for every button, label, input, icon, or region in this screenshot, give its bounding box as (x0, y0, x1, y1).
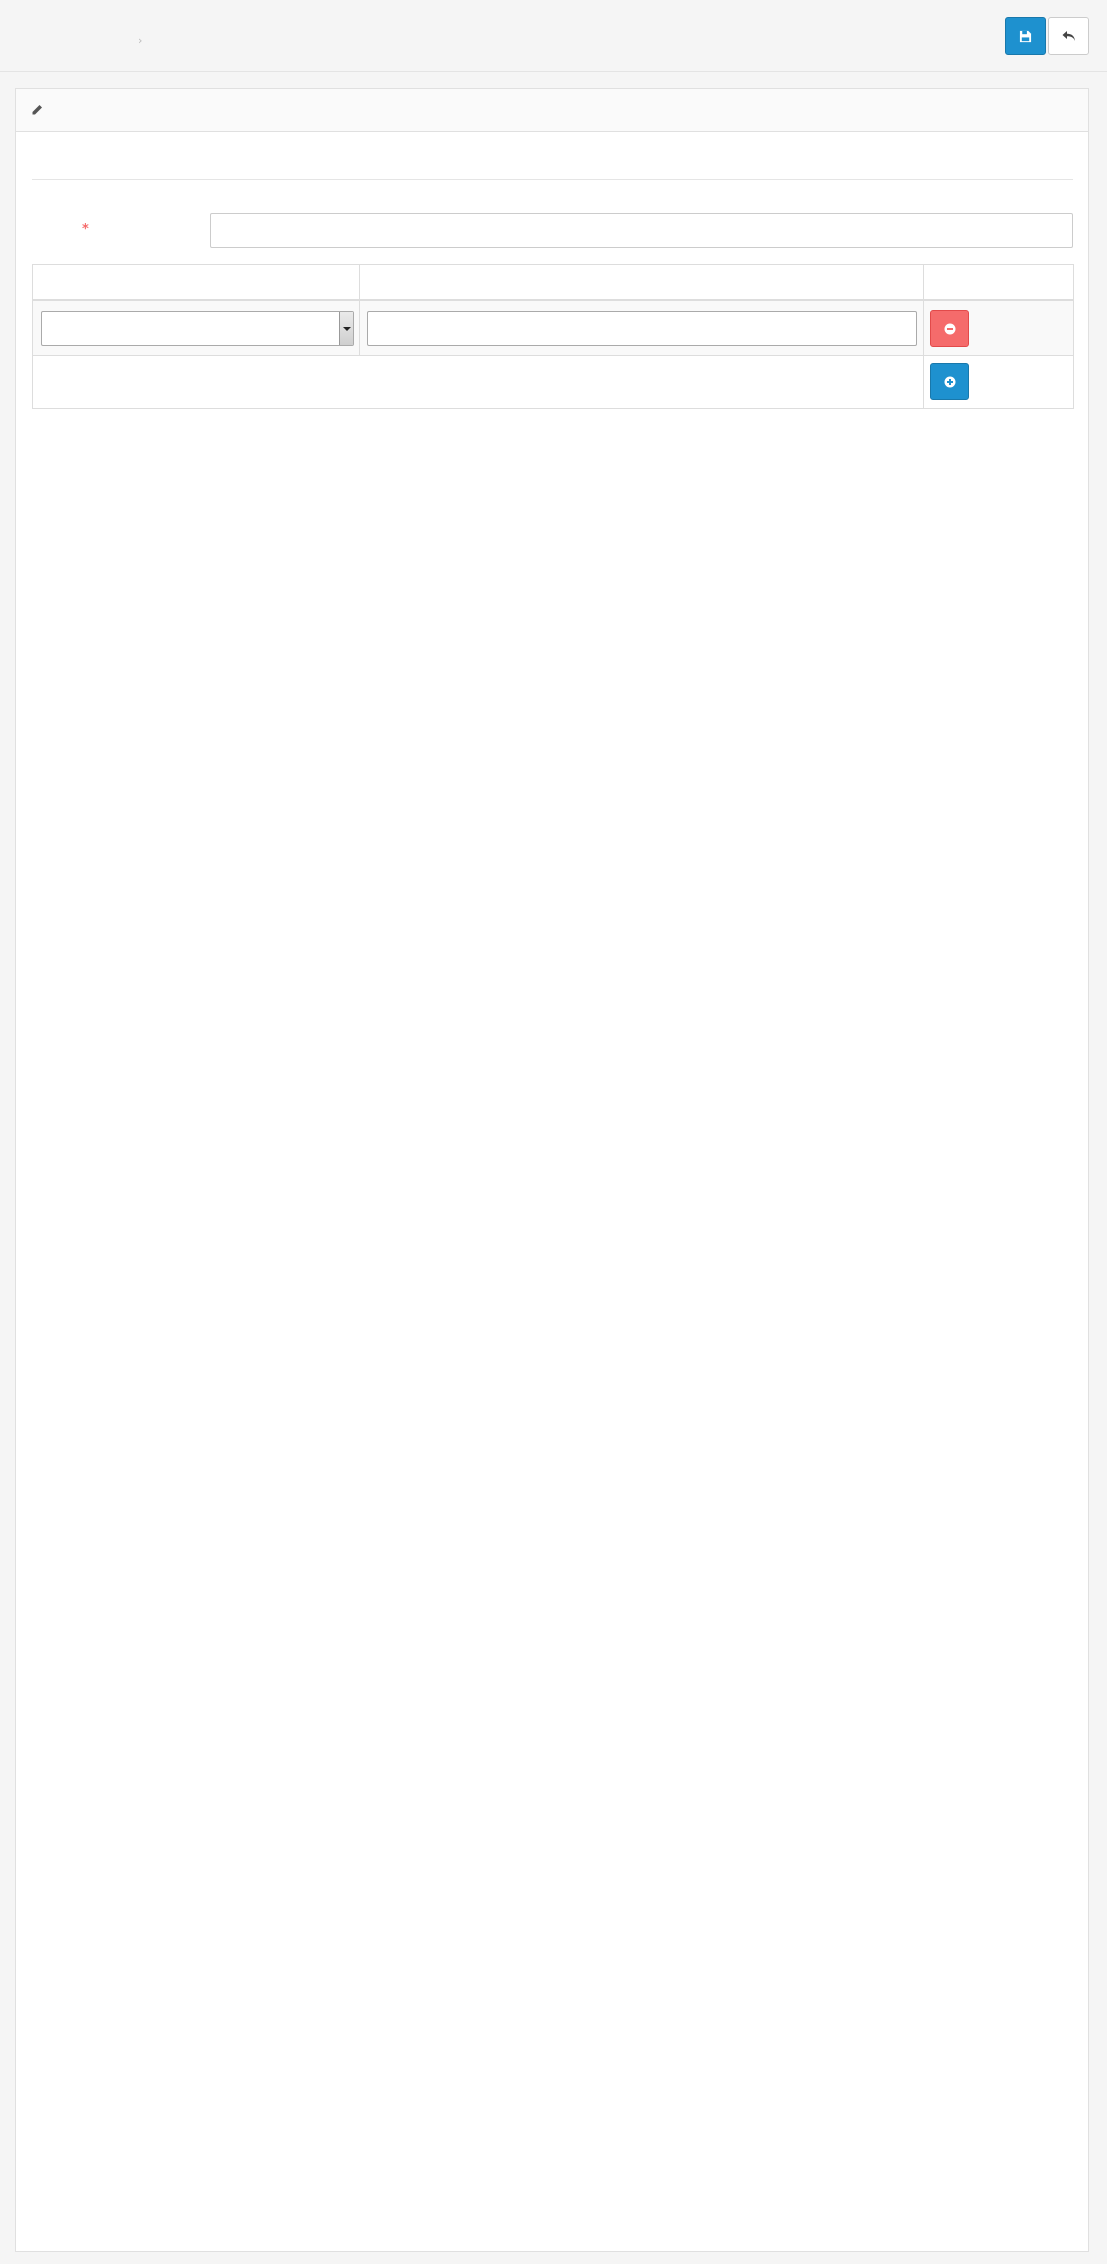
route-table-head (33, 265, 1073, 301)
edit-layout-panel (15, 88, 1089, 2252)
back-button[interactable] (1048, 17, 1089, 55)
route-table (32, 264, 1074, 409)
breadcrumb (132, 32, 148, 48)
breadcrumb-separator: › (138, 34, 143, 47)
pencil-icon (31, 104, 43, 116)
save-button[interactable] (1005, 17, 1046, 55)
legend-modules (32, 428, 1073, 460)
chevron-down-icon (339, 312, 353, 345)
layout-name-label: * (82, 222, 89, 237)
panel-heading (16, 89, 1088, 132)
remove-route-button[interactable] (930, 310, 969, 347)
col-divider (359, 265, 360, 355)
layout-name-input[interactable] (210, 213, 1073, 248)
col-divider (923, 265, 924, 408)
add-route-button[interactable] (930, 363, 969, 400)
row-divider (33, 355, 1073, 356)
store-select[interactable] (41, 311, 354, 346)
minus-circle-icon (944, 323, 956, 335)
plus-circle-icon (944, 376, 956, 388)
route-input[interactable] (367, 311, 917, 346)
page-header (0, 0, 1107, 72)
reply-icon (1062, 30, 1076, 43)
save-icon (1019, 30, 1032, 43)
legend-routes (32, 147, 1073, 180)
